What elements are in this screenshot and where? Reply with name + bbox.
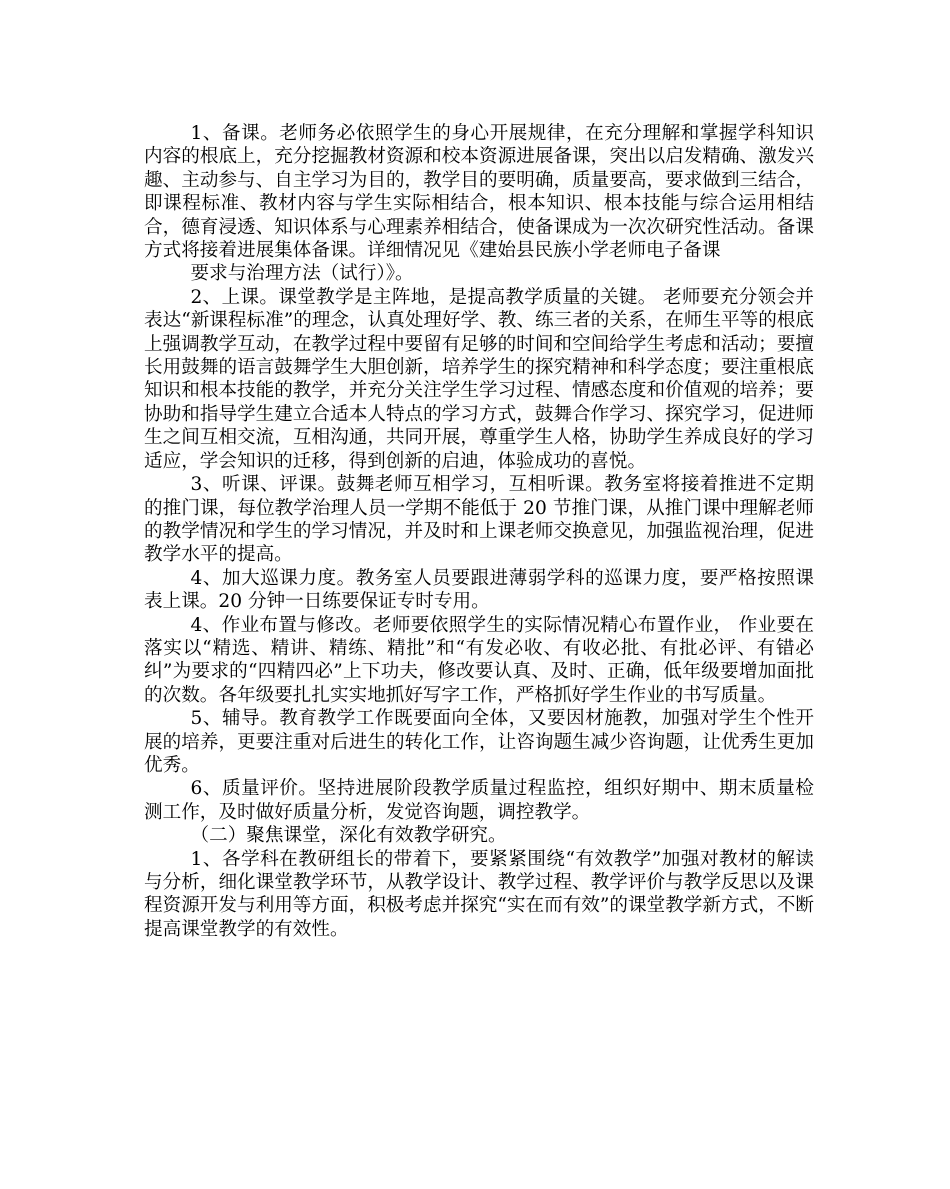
paragraph-teaching: 2、上课。课堂教学是主阵地，是提高教学质量的关键。 老师要充分领会并表达“新课程标准”的理念，认真处理好学、教、练三者的关系，在师生平等的根底上强调教学互动，在教学过程中要留有足够的时间和空间给学生考虑和活动；要擅长用鼓舞的语言鼓舞学生大胆创新，培养学生的探究精神和科学态度；要注重根底知识和根本技能的教学，并充分关注学生学习过程、情感态度和价值观的培养；要协助和指导学生建立合适本人特点的学习方式，鼓舞合作学习、探究学习，促进师生之间互相交流，互相沟通，共同开展，尊重学生人格，协助学生养成良好的学习适应，学会知识的迁移，得到创新的启迪，体验成功的喜悦。 [144,286,814,472]
paragraph-evaluation: 6、质量评价。坚持进展阶段教学质量过程监控，组织好期中、期末质量检测工作，及时做好质量分析，发觉咨询题，调控教学。 [144,778,814,823]
body-text [144,122,814,941]
paragraph-lesson-preparation: 1、备课。老师务必依照学生的身心开展规律，在充分理解和掌握学科知识内容的根底上，充分挖掘教材资源和校本资源进展备课，突出以启发精确、激发兴趣、主动参与、自主学习为目的，教学目的要明确，质量要高，要求做到三结合，即课程标准、教材内容与学生实际相结合，根本知识、根本技能与综合运用相结合，德育浸透、知识体系与心理素养相结合，使备课成为一次次研究性活动。备课方式将接着进展集体备课。详细情况见《建始县民族小学老师电子备课 [144,123,814,262]
paragraph-patrol: 4、加大巡课力度。教务室人员要跟进薄弱学科的巡课力度，要严格按照课表上课。20 分钟一日练要保证专时专用。 [144,567,814,613]
paragraph-lesson-preparation-continued: 要求与治理方法（试行）》。 [190,263,414,285]
paragraph-homework: 4、作业布置与修改。老师要依照学生的实际情况精心布置作业， 作业要在落实以“精选、精讲、精练、精批”和“有发必收、有收必批、有批必评、有错必纠”为要求的“四精四必”上下功夫，修改要认真、及时、正确，低年级要增加面批的次数。各年级要扎扎实实地抓好写字工作，严格抓好学生作业的书写质量。 [144,614,814,706]
section-heading: （二）聚焦课堂，深化有效教学研究。 [190,825,507,847]
paragraph-effective-teaching: 1、各学科在教研组长的带着下，要紧紧围绕“有效教学”加强对教材的解读与分析，细化课堂教学环节，从教学设计、教学过程、教学评价与教学反思以及课程资源开发与利用等方面，积极考虑并探究“实在而有效”的课堂教学新方式，不断提高课堂教学的有效性。 [144,848,814,940]
paragraph-tutoring: 5、辅导。教育教学工作既要面向全体，又要因材施教，加强对学生个性开展的培养，更要注重对后进生的转化工作，让咨询题生减少咨询题，让优秀生更加优秀。 [144,708,814,776]
paragraph-observation: 3、听课、评课。鼓舞老师互相学习，互相听课。教务室将接着推进不定期的推门课，每位教学治理人员一学期不能低于 20 节推门课，从推门课中理解老师的教学情况和学生的学习情况，并及时和上课老师交换意见，加强监视治理，促进教学水平的提高。 [144,474,814,566]
